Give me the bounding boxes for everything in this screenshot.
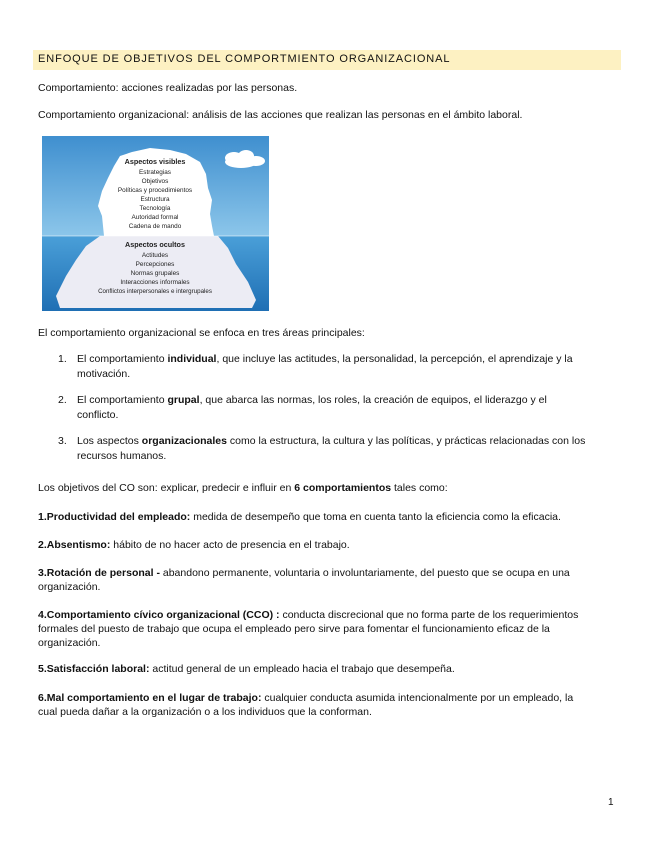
list-number: 3.: [58, 435, 67, 447]
objective-title: 3.Rotación de personal -: [38, 567, 160, 579]
definition-org-behavior: Comportamiento organizacional: análisis de las acciones que realizan las personas en el ámbito laboral.: [38, 109, 523, 121]
objective-title: 4.Comportamiento cívico organizacional (CCO) :: [38, 609, 280, 621]
list-text: como la estructura, la cultura y las políticas, y prácticas relacionadas con los: [227, 435, 586, 447]
objective-title: 2.Absentismo:: [38, 539, 111, 551]
objective-text: cualquier conducta asumida intencionalmente por un empleado, la: [261, 692, 574, 704]
hidden-item: Actitudes: [141, 252, 169, 259]
list-text-line2: conflicto.: [77, 409, 119, 421]
objective-title: 1.Productividad del empleado:: [38, 511, 191, 523]
objective-text-line: organización.: [38, 637, 101, 649]
list-text: Los aspectos: [77, 435, 142, 447]
list-bold: grupal: [167, 394, 200, 406]
objective-item: [38, 691, 618, 719]
objectives-text: Los objetivos del CO son: explicar, predecir e influir en: [38, 482, 295, 494]
objective-item: [38, 566, 618, 594]
objective-item: [38, 538, 618, 552]
list-text: , que abarca las normas, los roles, la creación de equipos, el liderazgo y el: [199, 394, 547, 406]
heading-bar: [33, 50, 621, 70]
list-text: , que incluye las actitudes, la personalidad, la percepción, el aprendizaje y la: [216, 353, 573, 365]
hidden-item: Conflictos interpersonales e intergrupales: [98, 288, 212, 295]
list-text: El comportamiento: [77, 394, 168, 406]
list-text: El comportamiento: [77, 353, 168, 365]
definition-behavior: Comportamiento: acciones realizadas por las personas.: [38, 82, 298, 94]
objective-text-line: cual pueda dañar a la organización o a los individuos que la conforman.: [38, 706, 372, 718]
objective-item: [38, 608, 618, 650]
page-number: 1: [608, 797, 614, 808]
list-text-line2: recursos humanos.: [77, 450, 167, 462]
list-number: 2.: [58, 394, 67, 406]
objective-text: hábito de no hacer acto de presencia en el trabajo.: [110, 539, 350, 551]
hidden-item: Interacciones informales: [120, 279, 190, 286]
visible-item: Políticas y procedimientos: [117, 187, 193, 194]
list-bold: individual: [167, 353, 217, 365]
objectives-intro: [38, 481, 618, 495]
hidden-item: Normas grupales: [130, 270, 180, 277]
objective-text: conducta discrecional que no forma parte de los requerimientos: [279, 609, 579, 621]
visible-item: Autoridad formal: [131, 214, 179, 221]
visible-item: Tecnología: [139, 205, 171, 212]
objective-title: 6.Mal comportamiento en el lugar de trabajo:: [38, 692, 262, 704]
objective-title: 5.Satisfacción laboral:: [38, 663, 150, 675]
objectives-bold: 6 comportamientos: [294, 482, 392, 494]
objectives-text: tales como:: [391, 482, 448, 494]
page-heading: ENFOQUE DE OBJETIVOS DEL COMPORTMIENTO ORGANIZACIONAL: [38, 53, 451, 65]
objective-item: [38, 510, 618, 524]
iceberg-figure: [42, 136, 269, 311]
visible-item: Objetivos: [141, 178, 169, 185]
list-bold: organizacionales: [141, 435, 227, 447]
list-number: 1.: [58, 353, 67, 365]
visible-item: Estrategias: [139, 169, 171, 176]
hidden-item: Percepciones: [135, 261, 175, 268]
visible-item: Cadena de mando: [128, 223, 182, 230]
objective-text: abandono permanente, voluntaria o involuntariamente, del puesto que se ocupa en una: [159, 567, 570, 579]
visible-aspects-title: Aspectos visibles: [124, 157, 186, 166]
objective-item: [38, 662, 618, 676]
areas-intro: El comportamiento organizacional se enfoca en tres áreas principales:: [38, 327, 365, 339]
objective-text: medida de desempeño que toma en cuenta tanto la eficiencia como la eficacia.: [190, 511, 561, 523]
visible-item: Estructura: [140, 196, 170, 203]
objective-text-line: formales del puesto de trabajo que ocupa el empleado pero sirve para fomentar el funcionamiento eficaz de la: [38, 623, 550, 635]
objective-text: actitud general de un empleado hacia el trabajo que desempeña.: [149, 663, 455, 675]
hidden-aspects-title: Aspectos ocultos: [125, 240, 185, 249]
list-text-line2: motivación.: [77, 368, 131, 380]
objective-text-line: organización.: [38, 581, 101, 593]
